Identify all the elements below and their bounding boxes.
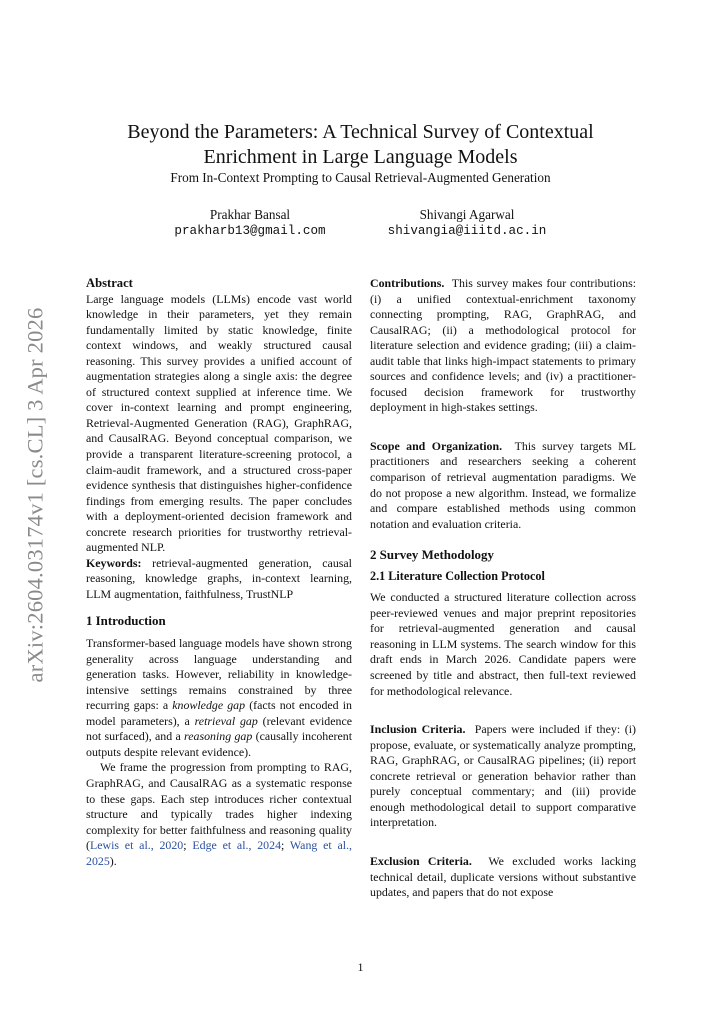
intro-p1-text-b: (facts not encoded in model parameters), a (86, 698, 352, 728)
citation-link[interactable]: Wang et al., 2025 (86, 838, 353, 868)
contributions-heading: Contributions. (370, 276, 445, 290)
citation-separator: ; (281, 838, 290, 853)
author-2-email: shivangia@iiitd.ac.in (387, 224, 547, 238)
inclusion-heading: Inclusion Criteria. (370, 722, 466, 737)
citation-link[interactable]: Edge et al., 2024 (192, 838, 282, 853)
author-2-name: Shivangi Agarwal (419, 207, 515, 222)
page-number: 1 (357, 960, 364, 974)
collection-paragraph: We conducted a structured literature collection across peer-reviewed venues and major preprint repositories for retrieval-augmented generation and causal reasoning in LLM systems. The search window for this draft ends in March 2026. Candidate papers were screened by title and abstract, then full-text reviewed for methodological relevance. (370, 590, 636, 698)
intro-paragraph-1 (86, 636, 352, 760)
scope-paragraph (370, 439, 636, 532)
exclusion-text: We excluded works lacking technical detail, duplicate versions without substantive updates, and papers that do not expose (370, 853, 637, 900)
right-column (370, 276, 636, 901)
title-line-2: Enrichment in Large Language Models (203, 146, 518, 168)
arxiv-stamp (15, 300, 55, 690)
exclusion-paragraph (370, 854, 636, 901)
reasoning-gap-term: reasoning gap (184, 729, 253, 744)
citation-separator: ; (183, 838, 193, 853)
citation-link[interactable]: Lewis et al., 2020 (89, 838, 184, 853)
intro-p2-end: ). (109, 853, 117, 868)
intro-p1-text-d: (causally incoherent outputs despite relevant evidence). (86, 729, 353, 759)
keywords (86, 556, 352, 603)
author-1-name: Prakhar Bansal (209, 207, 291, 222)
keywords-label: Keywords: (86, 555, 142, 570)
section-2-heading: 2 Survey Methodology (370, 548, 494, 563)
inclusion-paragraph (370, 722, 636, 831)
author-1-email: prakharb13@gmail.com (174, 224, 326, 238)
abstract-heading: Abstract (86, 276, 133, 290)
exclusion-heading: Exclusion Criteria. (370, 853, 472, 868)
intro-heading: 1 Introduction (86, 614, 166, 629)
author-1 (150, 206, 350, 240)
paper-subtitle: From In-Context Prompting to Causal Retrieval-Augmented Generation (170, 170, 551, 185)
contributions-paragraph (370, 276, 636, 416)
scope-text: This survey targets ML practitioners and researchers seeking a coherent comparison of retrieval augmentation paradigms. We do not propose a new algorithm. Instead, we formalize and compare established methods using common notation and evaluation criteria. (370, 438, 636, 531)
intro-p2-text: We frame the progression from prompting to RAG, GraphRAG, and CausalRAG as a systematic response to these gaps. Each step introduces richer contextual structure and typically trades higher indexing complexity for better faithfulness and reasoning quality ( (86, 760, 352, 853)
subsection-2-1-heading: 2.1 Literature Collection Protocol (370, 568, 545, 583)
intro-p1-text-c: (relevant evidence not surfaced), and a (86, 713, 352, 744)
abstract-text: Large language models (LLMs) encode vast world knowledge in their parameters, yet they remain fundamentally limited by static knowledge, finite context windows, and weakly structured causal reasoning. This survey provides a unified account of augmentation strategies along a single axis: the degree of structured context supplied at inference time. We cover in-context learning and prompt engineering, Retrieval-Augmented Generation (RAG), GraphRAG, and CausalRAG. Beyond conceptual comparison, we provide a transparent literature-screening protocol, a claim-audit framework, and a structured cross-paper evidence synthesis that distinguishes higher-confidence findings from emerging results. The paper concludes with a deployment-oriented decision framework and concrete research priorities for trustworthy retrieval-augmented NLP. (86, 291, 352, 555)
retrieval-gap-term: retrieval gap (194, 713, 258, 728)
author-2 (367, 206, 567, 240)
paper-title (0, 120, 721, 170)
left-column (86, 276, 352, 869)
intro-paragraph-2 (86, 760, 352, 869)
scope-heading: Scope and Organization. (370, 438, 503, 453)
inclusion-text: Papers were included if they: (i) propose, evaluate, or systematically analyze prompting, RAG, GraphRAG, or CausalRAG pipelines; (ii) report concrete retrieval or generation behavior rather than purely conceptual commentary; and (iii) provide enough methodological detail to support comparative interpretation. (370, 722, 637, 830)
keywords-text: retrieval-augmented generation, causal reasoning, knowledge graphs, in-context learning, LLM augmentation, faithfulness, TrustNLP (86, 555, 352, 601)
arxiv-stamp-text: arXiv:2604.03174v1 [cs.CL] 3 Apr 2026 (22, 307, 47, 683)
intro-p1-text-a: Transformer-based language models have shown strong generality across language understanding and generation tasks. However, reliability in knowledge-intensive settings remains constrained by three recurring gaps: a (86, 636, 352, 713)
knowledge-gap-term: knowledge gap (172, 698, 246, 713)
title-line-1: Beyond the Parameters: A Technical Survey of Contextual (127, 121, 594, 143)
contributions-text: This survey makes four contributions: (i) a unified contextual-enrichment taxonomy connecting prompting, RAG, GraphRAG, and CausalRAG; (ii) a methodological protocol for literature selection and evidence grading; (iii) a claim-audit table that links high-impact statements to primary sources and confidence levels; and (iv) a practitioner-focused decision framework for trustworthy deployment in high-stakes settings. (370, 276, 636, 415)
